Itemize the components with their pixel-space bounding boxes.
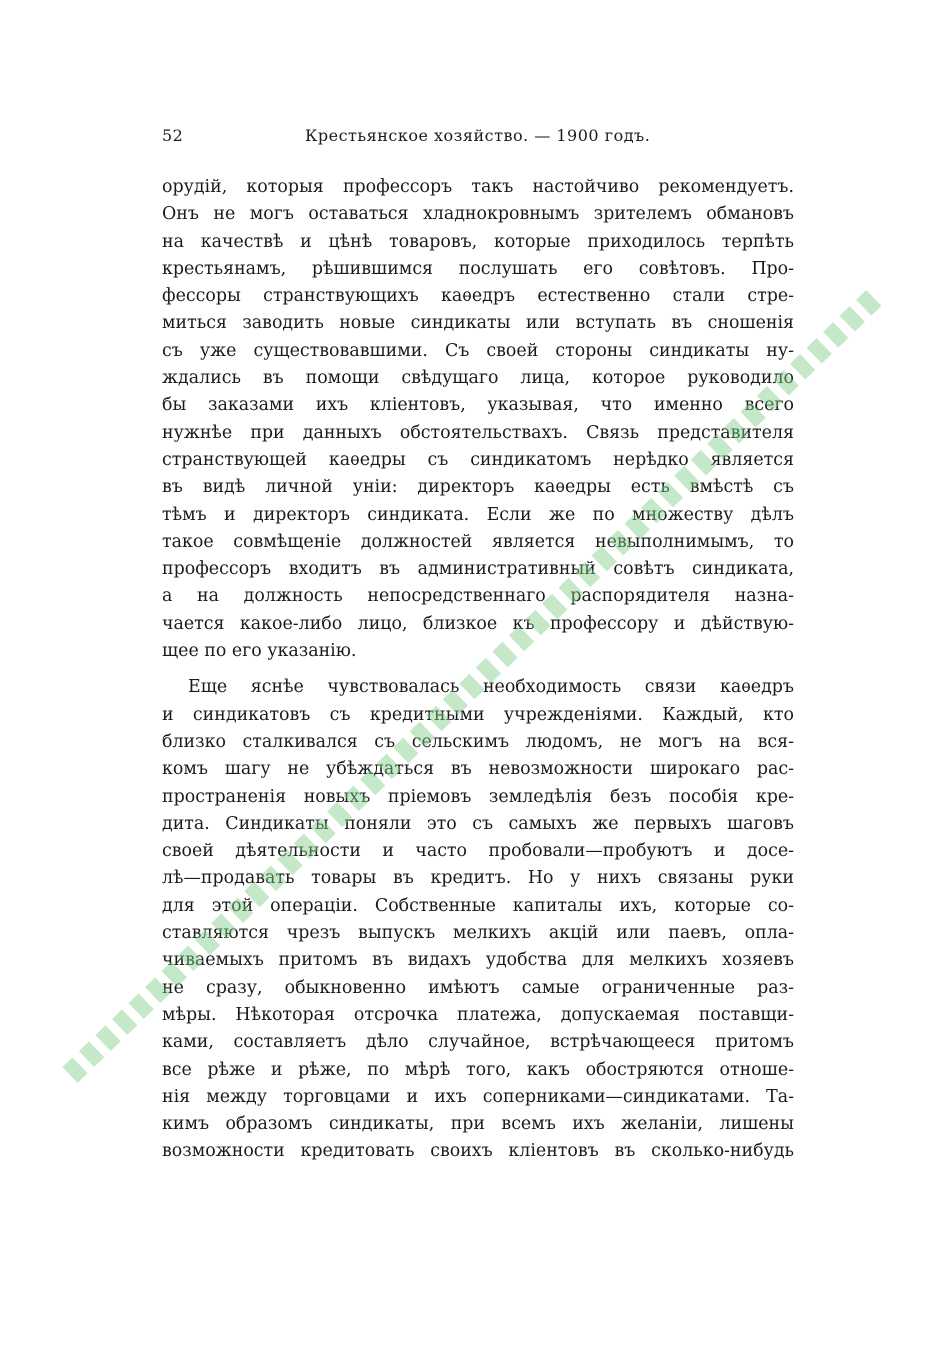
text-line: Онъ не могъ оставаться хладнокровнымъ зрителемъ обмановъ [162,204,794,225]
text-line: и синдикатовъ съ кредитными учрежденіями. Каждый, кто [162,704,794,725]
text-line: мѣры. Нѣкоторая отсрочка платежа, допускаемая поставщи- [162,1004,794,1025]
paragraph-1 [162,174,794,665]
text-line: бы заказами ихъ кліентовъ, указывая, что именно всего [162,395,794,416]
text-line: Еще яснѣе чувствовалась необходимость связи каѳедръ [188,677,794,698]
body-text [162,174,794,1166]
text-line: ждались въ помощи свѣдущаго лица, которое руководило [162,368,794,389]
text-line: все рѣже и рѣже, по мѣрѣ того, какъ обостряются отноше- [162,1059,794,1080]
text-line: пространенія новыхъ пріемовъ земледѣлія безъ пособія кре- [162,786,794,807]
page-header [160,126,790,152]
text-line: возможности кредитовать своихъ кліентовъ въ сколько-нибудь [162,1141,794,1162]
text-line: лѣ—продавать товары въ кредитъ. Но у нихъ связаны руки [162,868,794,889]
text-line: для этой операціи. Собственные капиталы ихъ, которые со- [162,895,794,916]
text-line: нія между торговцами и ихъ соперниками—синдикатами. Та- [162,1086,794,1107]
text-line: такое совмѣщеніе должностей является невыполнимымъ, то [162,531,794,552]
text-line: орудій, которыя профессоръ такъ настойчиво рекомендуетъ. [162,177,794,197]
text-line: комъ шагу не убѣждаться въ невозможности широкаго рас- [162,759,794,780]
text-line: миться заводить новые синдикаты или вступать въ сношенія [162,313,794,334]
paragraph-gap [162,665,794,674]
text-line: тѣмъ и директоръ синдиката. Если же по множеству дѣлъ [162,504,794,525]
text-line: фессоры странствующихъ каѳедръ естественно стали стре- [162,286,794,307]
text-line: щее по его указанію. [162,641,357,662]
running-title: Крестьянское хозяйство. — 1900 годъ. [305,126,651,145]
text-line: ставляются чрезъ выпускъ мелкихъ акцій или паевъ, опла- [162,923,794,944]
text-line: чиваемыхъ притомъ въ видахъ удобства для мелкихъ хозяевъ [162,950,794,971]
page-number: 52 [162,126,184,145]
text-line: на качествѣ и цѣнѣ товаровъ, которые приходилось терпѣть [162,231,794,252]
text-line: близко сталкивался съ сельскимъ людомъ, не могъ на вся- [162,731,794,752]
text-line: нужнѣе при данныхъ обстоятельствахъ. Связь представителя [162,422,794,443]
text-line: въ видѣ личной уніи: директоръ каѳедры есть вмѣстѣ съ [162,477,794,498]
text-line: кимъ образомъ синдикаты, при всемъ ихъ желаніи, лишены [162,1114,794,1135]
text-line: дита. Синдикаты поняли это съ самыхъ же первыхъ шаговъ [162,813,794,834]
text-line: чается какое-либо лицо, близкое къ профессору и дѣйствую- [162,613,794,634]
text-line: своей дѣятельности и часто пробовали—пробуютъ и досе- [162,841,794,862]
text-line: съ уже существовавшими. Съ своей стороны синдикаты ну- [162,340,794,361]
text-line: крестьянамъ, рѣшившимся послушать его совѣтовъ. Про- [162,258,794,279]
text-line: ками, составляетъ дѣло случайное, встрѣчающееся притомъ [162,1032,794,1053]
paragraph-2 [162,674,794,1165]
text-line: странствующей каѳедры съ синдикатомъ нерѣдко является [162,449,794,470]
text-line: не сразу, обыкновенно имѣютъ самые ограниченные раз- [162,977,794,998]
text-line: профессоръ входитъ въ административный совѣтъ синдиката, [162,559,794,580]
text-line: а на должность непосредственнаго распорядителя назна- [162,586,794,607]
